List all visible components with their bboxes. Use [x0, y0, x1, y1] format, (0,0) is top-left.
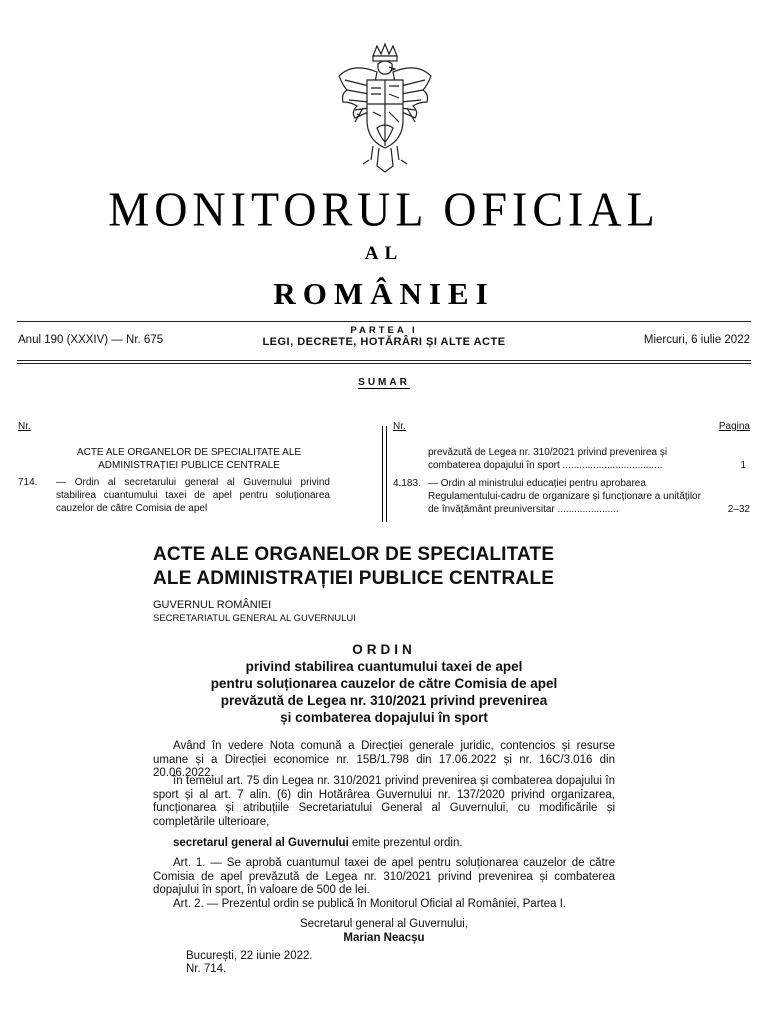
order-number: Nr. 714. — [186, 963, 227, 975]
header-rule-bottom-2 — [17, 363, 751, 364]
romanian-coat-of-arms-icon — [333, 42, 437, 176]
summary-heading: SUMAR — [358, 377, 410, 388]
summary-item-text[interactable]: — Ordin al secretarului general al Guvernului privind stabilirea cuantumului taxei de apel pentru soluționarea cauzelor de către Comisia de apel — [56, 477, 330, 514]
institution-name: GUVERNUL ROMÂNIEI — [153, 599, 272, 611]
article-2: Art. 2. — Prezentul ordin se publică în Monitorul Oficial al României, Partea I. — [173, 898, 567, 910]
article-1: Art. 1. — Se aprobă cuantumul taxei de apel pentru soluționarea cauzelor de către Comisia de apel prevăzută de Legea nr. 310/2021 privind prevenirea și combaterea dopajului în sport, în valoare de 500 de lei. — [153, 857, 615, 896]
section-title-line1: ACTE ALE ORGANELOR DE SPECIALITATE — [153, 544, 555, 565]
summary-item-continuation[interactable]: prevăzută de Legea nr. 310/2021 privind prevenirea și combaterea dopajului în sport .................................... — [428, 447, 668, 471]
newspaper-title: MONITORUL OFICIAL — [108, 182, 660, 237]
order-title-line: privind stabilirea cuantumului taxei de apel — [245, 659, 523, 674]
issue-number: Anul 190 (XXXIV) — Nr. 675 — [18, 334, 164, 346]
issuer-bold: secretarul general al Guvernului — [173, 837, 349, 849]
section-title — [153, 543, 554, 591]
issuer-rest: emite prezentul ordin. — [348, 837, 463, 849]
signatory-name: Marian Neacșu — [343, 931, 425, 944]
summary-item-page: 1 — [740, 460, 746, 471]
summary-item-page-2: 2–32 — [727, 504, 750, 515]
order-title-line: și combaterea dopajului în sport — [280, 710, 488, 725]
part-section: LEGI, DECRETE, HOTĂRÂRI ȘI ALTE ACTE — [262, 336, 506, 348]
place-date: București, 22 iunie 2022. — [186, 950, 313, 962]
issue-date: Miercuri, 6 iulie 2022 — [643, 334, 750, 346]
order-title-line: prevăzută de Legea nr. 310/2021 privind prevenirea — [220, 693, 548, 708]
summary-nr-label-left: Nr. — [18, 421, 31, 432]
header-rule-top — [17, 321, 751, 322]
preamble-paragraph-2: în temeiul art. 75 din Legea nr. 310/2021 privind prevenirea și combaterea dopajului în sport și al art. 7 alin. (6) din Hotărârea Guvernului nr. 137/2020 privind organizarea, funcționarea și atribuțiile Secretariatului General al Guvernului, cu modificările și completările ulterioare, — [153, 775, 615, 828]
summary-item-number: 714. — [18, 477, 38, 488]
order-title-line: pentru soluționarea cauzelor de către Comisia de apel — [210, 676, 558, 691]
summary-page-label: Pagina — [718, 421, 750, 432]
signatory-role: Secretarul general al Guvernului, — [299, 918, 469, 930]
summary-section-heading: ACTE ALE ORGANELOR DE SPECIALITATE ALE ADMINISTRAȚIEI PUBLICE CENTRALE — [76, 447, 302, 471]
summary-nr-label-right: Nr. — [393, 421, 406, 432]
part-label: PARTEA I — [350, 325, 418, 336]
preamble-paragraph-1: Având în vedere Nota comună a Direcției generale juridic, contencios și resurse umane și a Direcției economice nr. 15B/1.798 din 17.06.2022 și nr. 16C/3.016 din 20.06.2022, — [153, 740, 615, 779]
header-rule-bottom-1 — [17, 360, 751, 361]
order-type: ORDIN — [352, 642, 416, 657]
summary-column-divider — [382, 426, 387, 522]
newspaper-title-al: AL — [364, 243, 404, 264]
order-heading — [153, 641, 615, 726]
place-date-block — [186, 950, 313, 976]
newspaper-title-romaniei: ROMÂNIEI — [273, 276, 495, 311]
issuer-paragraph — [153, 837, 615, 851]
section-title-line2: ALE ADMINISTRAȚIEI PUBLICE CENTRALE — [153, 568, 555, 589]
department-name: SECRETARIATUL GENERAL AL GUVERNULUI — [153, 613, 356, 624]
summary-item-number-2: 4.183. — [393, 478, 421, 489]
summary-item-text-2[interactable]: — Ordin al ministrului educației pentru aprobarea Regulamentului-cadru de organizare și funcționare a unităților de învățământ preuniversitar ...................... — [428, 478, 701, 515]
signature-block — [153, 918, 615, 945]
